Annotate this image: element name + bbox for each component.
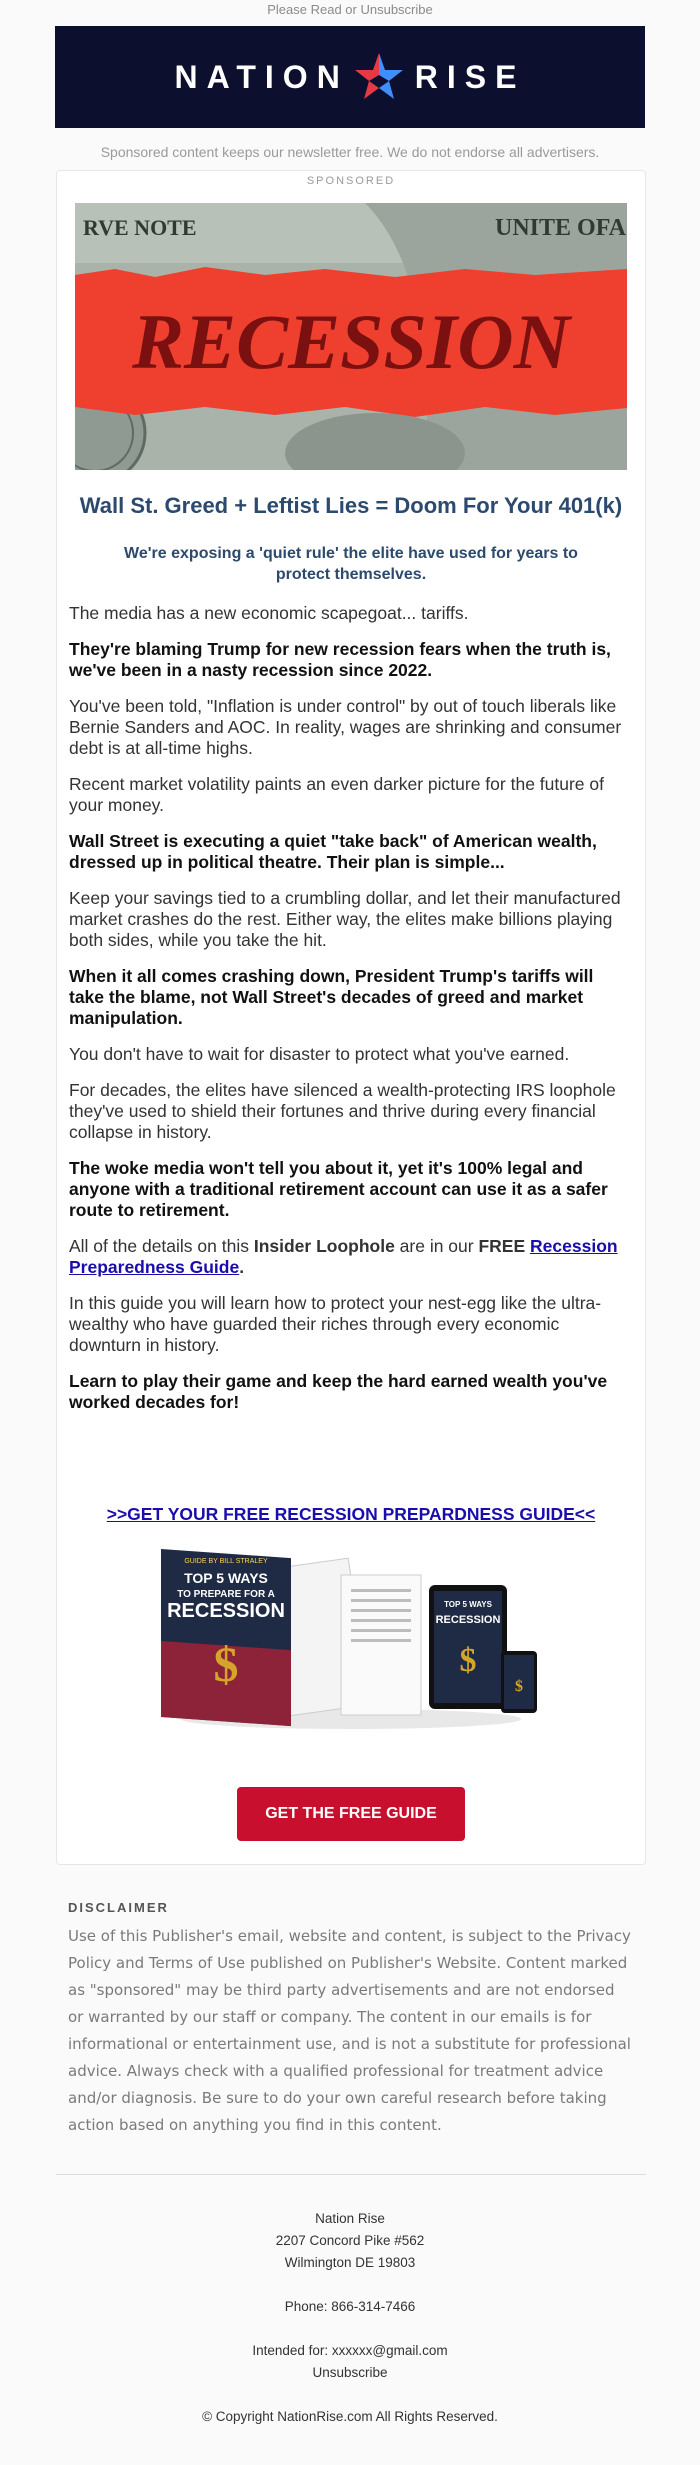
- svg-text:RECESSION: RECESSION: [435, 1614, 501, 1626]
- book-title-1: TOP 5 WAYS: [184, 1570, 268, 1586]
- paragraph: For decades, the elites have silenced a wealth-protecting IRS loophole they've used to shield their fortunes and thrive during every financial collapse in history.: [69, 1080, 616, 1142]
- guide-inline-link[interactable]: Recession Preparedness Guide: [69, 1236, 618, 1277]
- disclaimer-title: DISCLAIMER: [68, 1900, 169, 1915]
- paragraph: Wall Street is executing a quiet "take back" of American wealth, dressed up in political theatre. Their plan is simple...: [69, 831, 597, 872]
- star-logo-icon: [351, 51, 407, 103]
- footer-copyright: © Copyright NationRise.com All Rights Reserved.: [202, 2409, 498, 2424]
- paragraph-guide: [69, 1236, 633, 1278]
- ad-subhead: We're exposing a 'quiet rule' the elite have used for years to protect themselves.: [124, 545, 578, 583]
- ad-headline: Wall St. Greed + Leftist Lies = Doom For Your 401(k): [79, 493, 623, 518]
- ad-body: [69, 603, 633, 1428]
- disclaimer-section: [68, 1900, 634, 2139]
- cta-text-link-wrap: [57, 1504, 645, 1525]
- paragraph: You've been told, "Inflation is under control" by out of touch liberals like Bernie Sanders and AOC. In reality, wages are shrinking and consumer debt is at all-time highs.: [69, 696, 622, 758]
- svg-text:TOP 5 WAYS: TOP 5 WAYS: [444, 1600, 492, 1609]
- footer-phone: Phone: 866-314-7466: [284, 2299, 416, 2314]
- svg-text:$: $: [515, 1678, 523, 1695]
- paragraph: Learn to play their game and keep the hard earned wealth you've worked decades for!: [69, 1371, 608, 1412]
- please-read-unsubscribe-link[interactable]: Please Read or Unsubscribe: [267, 2, 433, 17]
- paragraph: They're blaming Trump for new recession fears when the truth is, we've been in a nasty recession since 2022.: [69, 639, 611, 680]
- brand-logo[interactable]: [175, 51, 526, 103]
- hero-note-left: RVE NOTE: [83, 215, 197, 240]
- book-title-3: RECESSION: [167, 1600, 285, 1622]
- sponsored-card: [56, 170, 646, 1865]
- book-author: GUIDE BY BILL STRALEY: [184, 1558, 268, 1565]
- svg-text:$: $: [459, 1642, 477, 1679]
- brand-name-right: RISE: [414, 58, 526, 95]
- hero-note-right: UNITE OFA: [495, 215, 626, 241]
- brand-header: [55, 26, 645, 128]
- footer: [0, 2208, 700, 2428]
- sponsored-disclosure: Sponsored content keeps our newsletter free. We do not endorse all advertisers.: [100, 144, 600, 160]
- footer-company: Nation Rise: [315, 2211, 385, 2226]
- top-unsubscribe-bar: [0, 0, 700, 26]
- paragraph: In this guide you will learn how to protect your nest-egg like the ultra-wealthy who have guarded their riches through every economic downturn in history.: [69, 1293, 602, 1355]
- text-span: All of the details on this: [69, 1236, 254, 1256]
- hero-recession-word: RECESSION: [132, 298, 570, 385]
- paragraph: The woke media won't tell you about it, yet it's 100% legal and anyone with a traditional retirement account can use it as a safer route to retirement.: [69, 1158, 608, 1220]
- footer-address-line-1: 2207 Concord Pike #562: [275, 2233, 425, 2248]
- product-image[interactable]: [161, 1541, 541, 1731]
- footer-divider: [56, 2174, 646, 2175]
- text-span: Insider Loophole: [253, 1236, 395, 1256]
- get-free-guide-button[interactable]: GET THE FREE GUIDE: [237, 1787, 465, 1841]
- svg-text:$: $: [213, 1636, 239, 1692]
- paragraph: When it all comes crashing down, President Trump's tariffs will take the blame, not Wall Street's decades of greed and market manipulation.: [69, 966, 594, 1028]
- book-title-2: TO PREPARE FOR A: [177, 1589, 275, 1600]
- paragraph: Keep your savings tied to a crumbling dollar, and let their manufactured market crashes do the rest. Either way, the elites make billions playing both sides, while you take the hit.: [69, 888, 621, 950]
- paragraph: You don't have to wait for disaster to protect what you've earned.: [69, 1044, 570, 1064]
- hero-image[interactable]: [75, 203, 627, 470]
- paragraph: Recent market volatility paints an even darker picture for the future of your money.: [69, 774, 604, 815]
- footer-intended-for: Intended for: xxxxxx@gmail.com: [252, 2343, 448, 2358]
- sponsored-label: SPONSORED: [306, 175, 396, 187]
- brand-name-left: NATION: [174, 58, 349, 95]
- text-span: are in our: [394, 1236, 479, 1256]
- footer-unsubscribe-link[interactable]: Unsubscribe: [312, 2365, 388, 2380]
- disclaimer-text: Use of this Publisher's email, website and content, is subject to the Privacy Policy and Terms of Use published on Publisher's Website. Content marked as "sponsored" may be third party advertisements and are not endorsed or warranted by our staff or company. The content in our emails is for informational or entertainment use, and is not a substitute for professional advice. Always check with a qualified professional for treatment advice and/or diagnosis. Be sure to do your own careful research before taking action based on anything you find in this content.: [68, 1927, 631, 2134]
- text-span: .: [239, 1257, 245, 1277]
- cta-text-link[interactable]: >>GET YOUR FREE RECESSION PREPARDNESS GUIDE<<: [106, 1504, 596, 1524]
- text-span: FREE: [478, 1236, 526, 1256]
- paragraph: The media has a new economic scapegoat... tariffs.: [69, 603, 469, 623]
- footer-address-line-2: Wilmington DE 19803: [284, 2255, 416, 2270]
